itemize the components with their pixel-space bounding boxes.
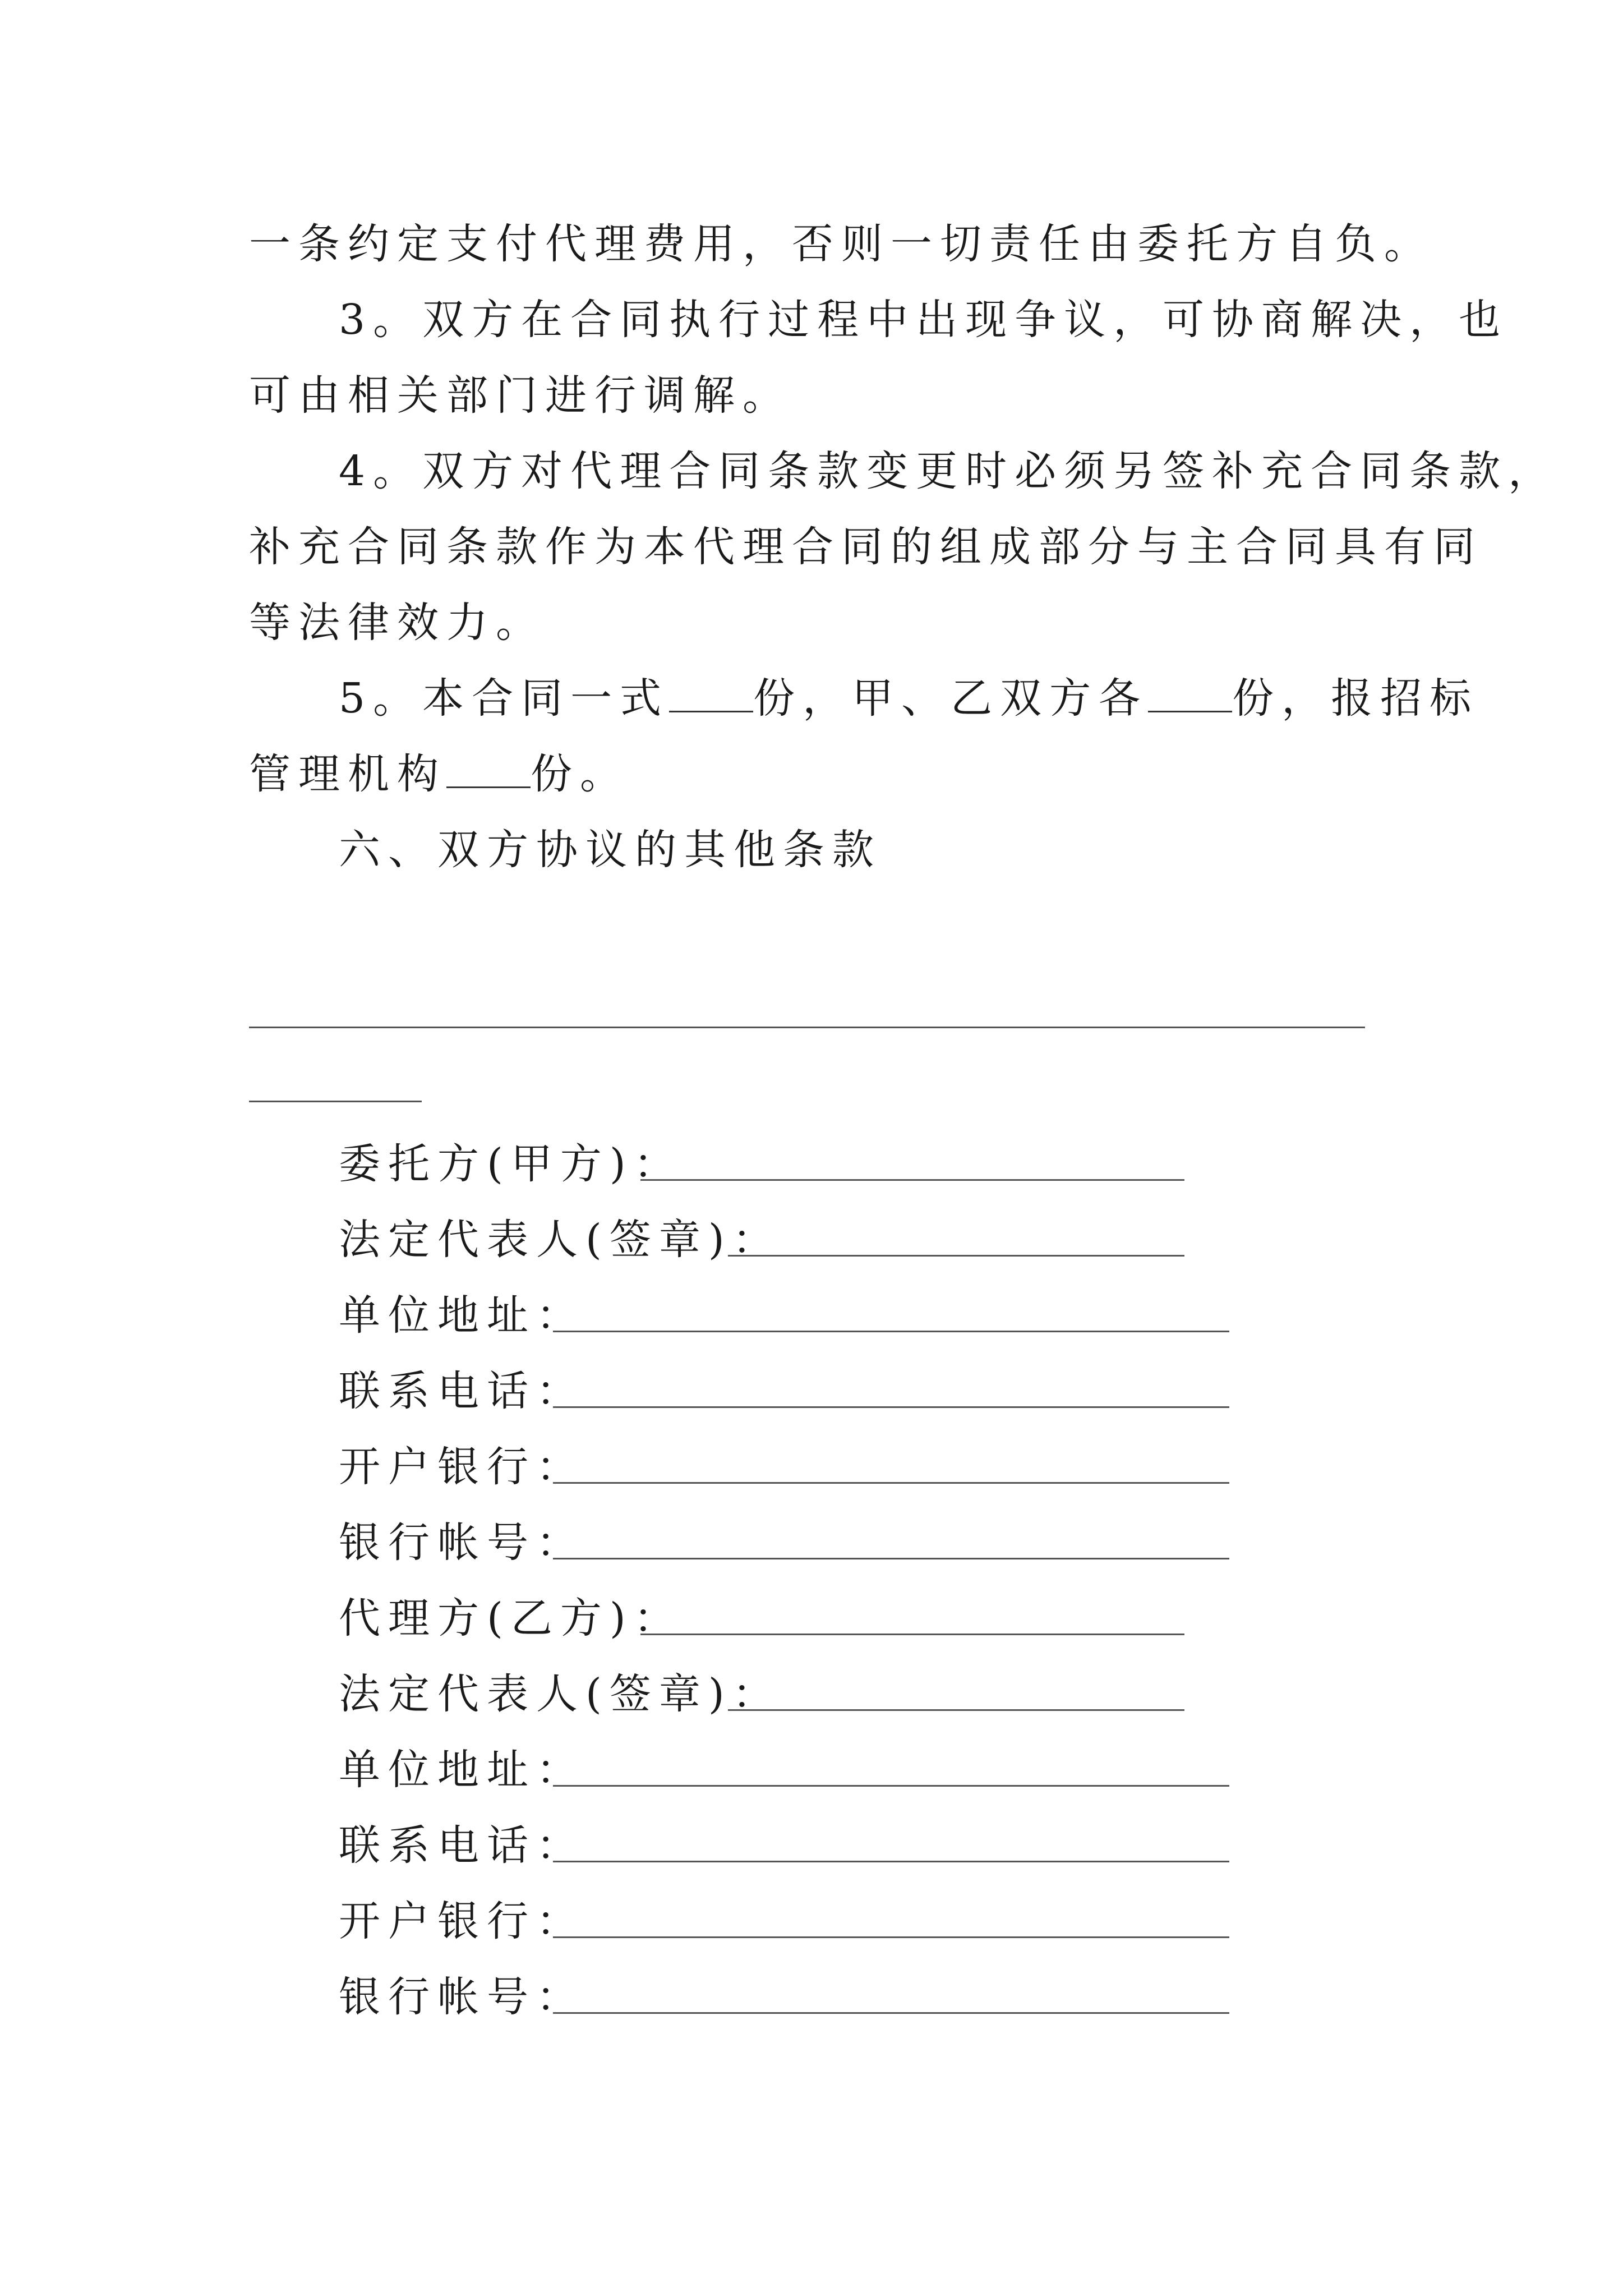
other-terms-line[interactable] <box>249 1027 1365 1028</box>
text-fragment: 管理机构 <box>249 750 446 798</box>
bank-label: 开户银行： <box>339 1443 585 1491</box>
text-fragment: 5。本合同一式 <box>339 674 670 723</box>
copies-total-blank[interactable] <box>669 671 753 712</box>
legal-rep-field[interactable] <box>728 1709 1184 1711</box>
text-fragment: 份。 <box>531 750 629 798</box>
phone-field[interactable] <box>553 1861 1229 1862</box>
other-terms-line[interactable] <box>249 1101 422 1102</box>
bank-field[interactable] <box>553 1936 1229 1938</box>
agent-field[interactable] <box>640 1634 1184 1635</box>
address-field[interactable] <box>553 1785 1229 1787</box>
bank-field[interactable] <box>553 1482 1229 1484</box>
text-fragment: 份，报招标 <box>1232 674 1479 723</box>
legal-rep-label: 法定代表人(签章)： <box>339 1216 782 1264</box>
principal-field[interactable] <box>640 1179 1184 1181</box>
paragraph-line: 补充合同条款作为本代理合同的组成部分与主合同具有同 <box>249 523 1483 571</box>
paragraph-line: 一条约定支付代理费用，否则一切责任由委托方自负。 <box>249 220 1433 268</box>
account-field[interactable] <box>553 1558 1229 1559</box>
copies-each-blank[interactable] <box>1148 671 1232 712</box>
account-label: 银行帐号： <box>339 1973 585 2021</box>
paragraph-line: 可由相关部门进行调解。 <box>249 371 792 420</box>
account-label: 银行帐号： <box>339 1519 585 1567</box>
paragraph-line <box>339 670 1479 726</box>
bank-label: 开户银行： <box>339 1897 585 1945</box>
account-field[interactable] <box>553 2012 1229 2014</box>
address-field[interactable] <box>553 1331 1229 1332</box>
copies-agency-blank[interactable] <box>446 747 531 788</box>
principal-label: 委托方(甲方)： <box>339 1140 683 1188</box>
legal-rep-field[interactable] <box>728 1255 1184 1257</box>
paragraph-line <box>249 746 629 802</box>
section-heading: 六、双方协议的其他条款 <box>339 826 882 874</box>
phone-label: 联系电话： <box>339 1821 585 1870</box>
agent-label: 代理方(乙方)： <box>339 1594 683 1642</box>
legal-rep-label: 法定代表人(签章)： <box>339 1670 782 1718</box>
paragraph-line: 等法律效力。 <box>249 599 545 647</box>
phone-label: 联系电话： <box>339 1367 585 1415</box>
address-label: 单位地址： <box>339 1746 585 1794</box>
phone-field[interactable] <box>553 1406 1229 1408</box>
paragraph-line: 3。双方在合同执行过程中出现争议，可协商解决，也 <box>339 296 1509 344</box>
address-label: 单位地址： <box>339 1291 585 1340</box>
text-fragment: 份，甲、乙双方各 <box>753 674 1149 723</box>
paragraph-line: 4。双方对代理合同条款变更时必须另签补充合同条款， <box>339 447 1558 495</box>
